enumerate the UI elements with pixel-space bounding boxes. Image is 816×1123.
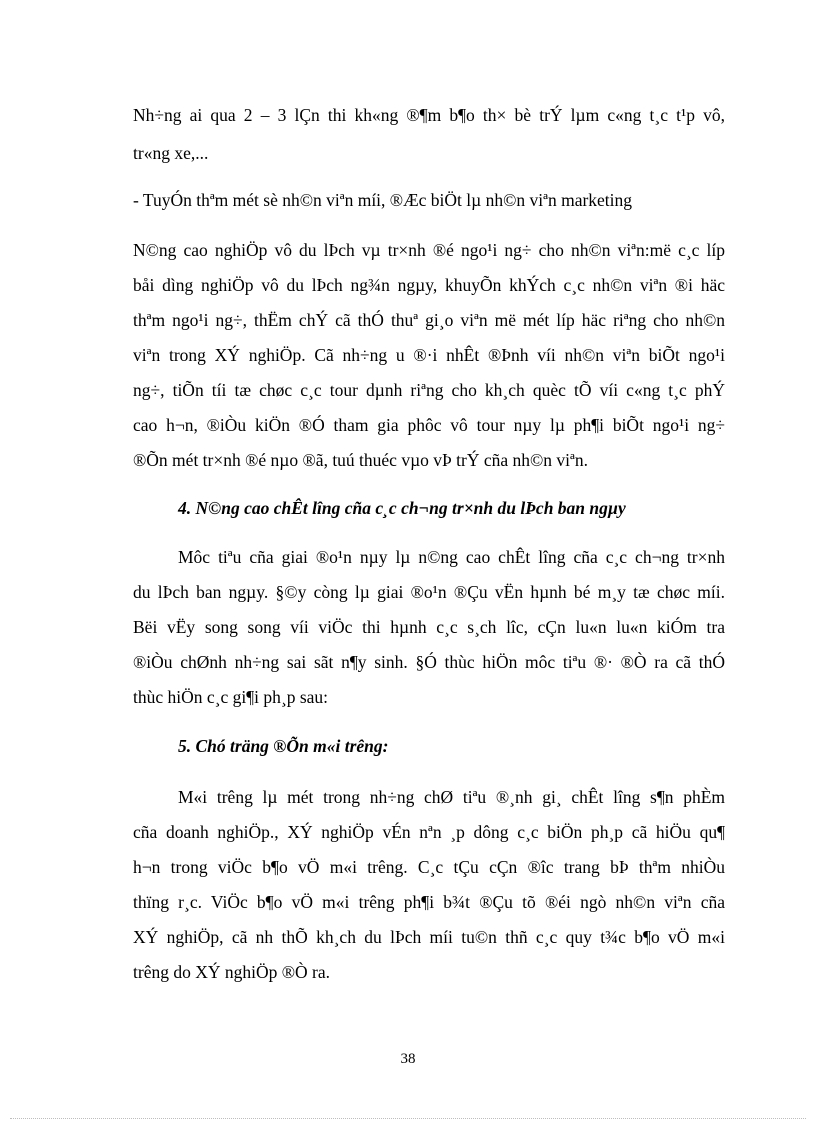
text-line: båi dìng nghiÖp vô du lÞch ng¾n ngµy, khuyÕn khÝch c¸c nh©n viªn ®i häc xyxy=(133,275,725,295)
text-line: viªn trong XÝ nghiÖp. Cã nh÷ng u ®·i nhÊt ®Þnh víi nh©n viªn biÕt ngo¹i xyxy=(133,345,725,365)
text-line: du lÞch ban ngµy. §©y còng lµ giai ®o¹n ®Çu vËn hµnh bé m¸y tæ chøc míi. xyxy=(133,582,725,602)
text-line: Bëi vËy song song víi viÖc thi hµnh c¸c s¸ch lîc, cÇn lu«n lu«n kiÓm tra xyxy=(133,617,725,637)
text-line: thªm ngo¹i ng÷, thËm chÝ cã thÓ thuª gi¸o viªn më mét líp häc riªng cho nh©n xyxy=(133,310,725,330)
text-line: - TuyÓn thªm mét sè nh©n viªn míi, ®Æc biÖt lµ nh©n viªn marketing xyxy=(133,190,633,210)
text-line: trêng do XÝ nghiÖp ®Ò ra. xyxy=(133,962,331,982)
text-line: h¬n trong viÖc b¶o vÖ m«i trêng. C¸c tÇu cÇn ®îc trang bÞ thªm nhiÒu xyxy=(133,857,725,877)
text-line: thùc hiÖn c¸c gi¶i ph¸p sau: xyxy=(133,687,329,707)
section-heading: 5. Chó träng ®Õn m«i trêng: xyxy=(178,736,389,756)
text-line: cao h¬n, ®iÒu kiÖn ®Ó tham gia phôc vô tour nµy lµ ph¶i biÕt ngo¹i ng÷ xyxy=(133,415,725,435)
section-heading: 4. N©ng cao chÊt lîng cña c¸c ch¬ng tr×nh du lÞch ban ngµy xyxy=(178,498,626,518)
text-line: ®Õn mét tr×nh ®é nµo ®ã, tuú thuéc vµo vÞ trÝ cña nh©n viªn. xyxy=(133,450,588,470)
page-number: 38 xyxy=(400,1051,416,1067)
text-line: cña doanh nghiÖp., XÝ nghiÖp vÉn nªn ¸p dông c¸c biÖn ph¸p cã hiÖu qu¶ xyxy=(133,822,725,842)
text-line: tr«ng xe,... xyxy=(133,143,209,163)
text-line: ng÷, tiÕn tíi tæ chøc c¸c tour dµnh riªng cho kh¸ch quèc tÕ víi c«ng t¸c phÝ xyxy=(133,380,725,400)
text-line: thïng r¸c. ViÖc b¶o vÖ m«i trêng ph¶i b¾t ®Çu tõ ®éi ngò nh©n viªn cña xyxy=(133,892,725,912)
text-line: Nh÷ng ai qua 2 – 3 lÇn thi kh«ng ®¶m b¶o th× bè trÝ lµm c«ng t¸c t¹p vô, xyxy=(133,105,725,125)
text-line: Môc tiªu cña giai ®o¹n nµy lµ n©ng cao chÊt lîng cña c¸c ch¬ng tr×nh xyxy=(178,547,725,567)
text-line: M«i trêng lµ mét trong nh÷ng chØ tiªu ®¸nh gi¸ chÊt lîng s¶n phÈm xyxy=(178,787,725,807)
text-line: XÝ nghiÖp, cã nh thÕ kh¸ch du lÞch míi tu©n thñ c¸c quy t¾c b¶o vÖ m«i xyxy=(133,927,725,947)
text-line: N©ng cao nghiÖp vô du lÞch vµ tr×nh ®é ngo¹i ng÷ cho nh©n viªn:më c¸c líp xyxy=(133,240,725,260)
text-line: ®iÒu chØnh nh÷ng sai sãt n¶y sinh. §Ó thùc hiÖn môc tiªu ®· ®Ò ra cã thÓ xyxy=(133,652,725,672)
footer-divider xyxy=(10,1118,806,1119)
